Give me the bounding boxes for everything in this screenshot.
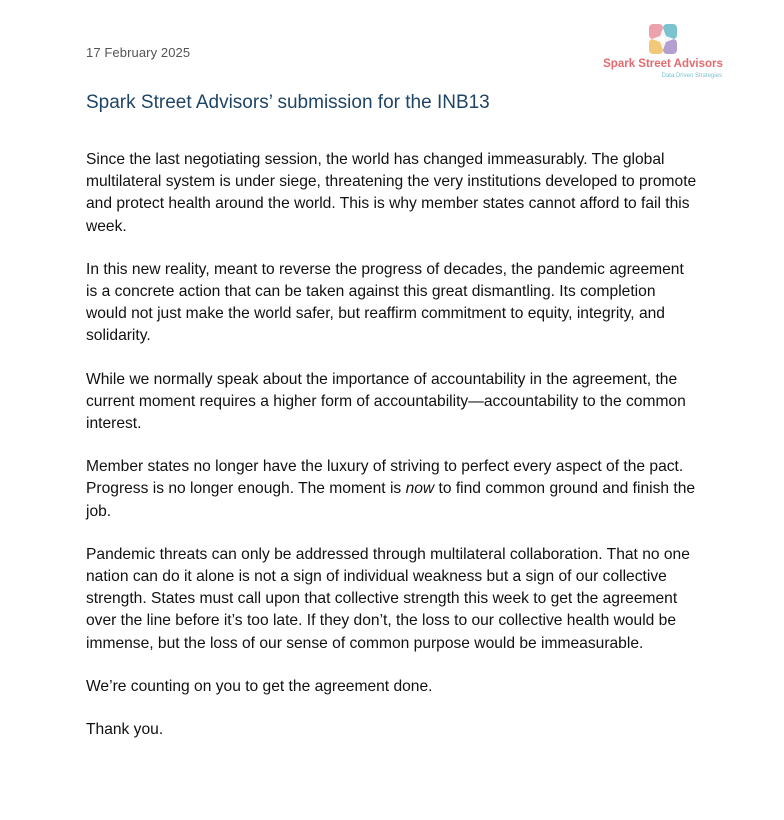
paragraph-text: to find common ground and finish the job. <box>86 480 696 520</box>
emphasized-word: now <box>405 480 435 498</box>
logo-tagline: Data Driven Strategies <box>661 73 722 79</box>
closing-line: Thank you. <box>86 721 164 739</box>
spark-logo-icon <box>646 22 680 56</box>
document-date: 17 February 2025 <box>86 45 191 60</box>
company-logo <box>600 22 730 84</box>
document-body <box>86 149 698 762</box>
paragraph-text: Member states no longer have the luxury of striving to perfect every aspect of the pact. Progress is no longer enough. The moment is <box>86 458 684 498</box>
body-paragraph: We’re counting on you to get the agreement done. <box>86 677 433 695</box>
body-paragraph: While we normally speak about the importance of accountability in the agreement, the current moment requires a higher form of accountability—accountability to the common interest. <box>86 370 686 433</box>
body-paragraph <box>86 456 698 523</box>
logo-company-name: Spark Street Advisors <box>603 58 723 70</box>
body-paragraph: Since the last negotiating session, the world has changed immeasurably. The global multilateral system is under siege, threatening the very institutions developed to promote and protect health around the world. This is why member states cannot afford to fail this week. <box>86 151 697 235</box>
body-paragraph: Pandemic threats can only be addressed through multilateral collaboration. That no one nation can do it alone is not a sign of individual weakness but a sign of our collective strength. States must call upon that collective strength this week to get the agreement over the line before it’s too late. If they don’t, the loss to our collective health would be immense, but the loss of our sense of common purpose would be immeasurable. <box>86 545 690 652</box>
body-paragraph: In this new reality, meant to reverse the progress of decades, the pandemic agreement is a concrete action that can be taken against this great dismantling. Its completion would not just make the world safer, but reaffirm commitment to equity, integrity, and solidarity. <box>86 260 684 345</box>
document-title: Spark Street Advisors’ submission for the INB13 <box>86 92 490 113</box>
